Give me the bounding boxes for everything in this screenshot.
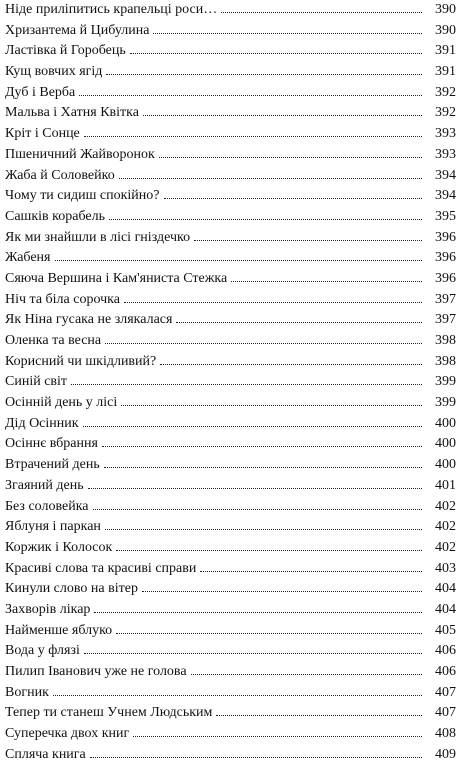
dot-leader xyxy=(159,157,422,158)
toc-entry xyxy=(5,724,456,745)
dot-leader xyxy=(105,343,422,344)
toc-entry xyxy=(5,310,456,331)
dot-leader xyxy=(221,12,422,13)
toc-entry-page-number: 409 xyxy=(435,746,456,762)
toc-entry-title: Коржик і Колосок xyxy=(5,539,113,555)
dot-leader xyxy=(142,591,422,592)
toc-entry-title: Кущ вовчих ягід xyxy=(5,64,103,80)
toc-entry xyxy=(5,579,456,600)
dot-leader xyxy=(94,612,422,613)
toc-entry-page-number: 402 xyxy=(435,539,456,555)
dot-leader xyxy=(130,53,422,54)
toc-entry-page-number: 407 xyxy=(435,705,456,721)
dot-leader xyxy=(55,260,423,261)
toc-entry-title: Жабеня xyxy=(5,250,51,266)
dot-leader xyxy=(116,633,422,634)
toc-entry-title: Кріт і Сонце xyxy=(5,126,80,142)
toc-entry-title: Захворів лікар xyxy=(5,601,91,617)
toc-entry-title: Ніч та біла сорочка xyxy=(5,291,120,307)
dot-leader xyxy=(143,115,422,116)
dot-leader xyxy=(53,695,422,696)
toc-entry-page-number: 392 xyxy=(435,84,456,100)
toc-entry xyxy=(5,103,456,124)
toc-entry-title: Втрачений день xyxy=(5,457,100,473)
toc-entry-page-number: 404 xyxy=(435,581,456,597)
toc-entry xyxy=(5,331,456,352)
toc-entry-page-number: 396 xyxy=(435,250,456,266)
toc-entry-title: Кинули слово на вітер xyxy=(5,581,138,597)
toc-entry-page-number: 394 xyxy=(435,188,456,204)
toc-entry-title: Мальва і Хатня Квітка xyxy=(5,105,139,121)
dot-leader xyxy=(105,529,422,530)
toc-entry xyxy=(5,124,456,145)
dot-leader xyxy=(102,446,422,447)
toc-entry xyxy=(5,414,456,435)
toc-entry xyxy=(5,248,456,269)
toc-entry-page-number: 401 xyxy=(435,477,456,493)
toc-entry-page-number: 403 xyxy=(435,560,456,576)
dot-leader xyxy=(116,550,422,551)
toc-entry xyxy=(5,393,456,414)
table-of-contents xyxy=(5,0,456,765)
toc-entry-title: Осіннє вбрання xyxy=(5,436,98,452)
toc-entry-title: Згаяний день xyxy=(5,477,84,493)
toc-entry xyxy=(5,21,456,42)
toc-entry-title: Синій світ xyxy=(5,374,68,390)
toc-entry xyxy=(5,0,456,21)
toc-entry-page-number: 395 xyxy=(435,208,456,224)
toc-entry xyxy=(5,703,456,724)
toc-entry-title: Вода у флязі xyxy=(5,643,80,659)
toc-entry-title: Пшеничний Жайворонок xyxy=(5,146,155,162)
dot-leader xyxy=(119,178,422,179)
toc-entry xyxy=(5,352,456,373)
toc-entry-title: Тепер ти станеш Учнем Людським xyxy=(5,705,213,721)
toc-entry xyxy=(5,290,456,311)
toc-entry-page-number: 407 xyxy=(435,684,456,700)
toc-entry-page-number: 399 xyxy=(435,395,456,411)
toc-entry-title: Оленка та весна xyxy=(5,333,102,348)
toc-entry-page-number: 406 xyxy=(435,664,456,679)
dot-leader xyxy=(164,198,423,199)
toc-entry xyxy=(5,83,456,104)
toc-entry-page-number: 400 xyxy=(435,436,456,452)
toc-entry-page-number: 390 xyxy=(435,22,456,38)
toc-entry xyxy=(5,166,456,187)
dot-leader xyxy=(104,467,422,468)
toc-entry xyxy=(5,538,456,559)
toc-entry xyxy=(5,434,456,455)
dot-leader xyxy=(231,281,422,282)
toc-entry-title: Ластівка й Горобець xyxy=(5,43,126,59)
toc-entry-title: Як ми знайшли в лісі гніздечко xyxy=(5,229,191,245)
toc-entry-page-number: 402 xyxy=(435,498,456,514)
dot-leader xyxy=(153,33,422,34)
toc-entry-page-number: 400 xyxy=(435,457,456,473)
toc-entry xyxy=(5,641,456,662)
toc-entry-page-number: 391 xyxy=(435,64,456,80)
toc-entry-title: Дуб і Верба xyxy=(5,84,76,100)
dot-leader xyxy=(84,653,422,654)
toc-entry-page-number: 397 xyxy=(435,291,456,307)
toc-entry-title: Сплячa книга xyxy=(5,746,86,762)
toc-entry-title: Яблуня і паркан xyxy=(5,519,101,535)
dot-leader xyxy=(124,302,422,303)
toc-entry-title: Чому ти сидиш спокійно? xyxy=(5,188,160,204)
toc-entry xyxy=(5,621,456,642)
toc-entry xyxy=(5,683,456,704)
toc-entry-page-number: 408 xyxy=(435,726,456,742)
toc-entry xyxy=(5,186,456,207)
dot-leader xyxy=(194,240,422,241)
toc-entry-page-number: 392 xyxy=(435,105,456,121)
dot-leader xyxy=(109,219,422,220)
toc-entry-page-number: 396 xyxy=(435,270,456,286)
toc-entry-page-number: 396 xyxy=(435,229,456,245)
dot-leader xyxy=(200,571,422,572)
toc-entry-page-number: 393 xyxy=(435,146,456,162)
toc-entry-title: Дід Осінник xyxy=(5,415,79,431)
toc-entry-page-number: 393 xyxy=(435,126,456,142)
toc-entry-title: Ніде приліпитись крапельці роси… xyxy=(5,2,218,17)
toc-entry xyxy=(5,269,456,290)
dot-leader xyxy=(160,364,422,365)
toc-entry-page-number: 394 xyxy=(435,167,456,183)
toc-entry-page-number: 399 xyxy=(435,374,456,390)
toc-entry-title: Як Ніна гусака не злякалася xyxy=(5,312,173,328)
toc-entry-title: Без соловейка xyxy=(5,498,89,514)
toc-entry xyxy=(5,228,456,249)
toc-entry-title: Сашків корабель xyxy=(5,208,105,224)
toc-entry-title: Найменше яблуко xyxy=(5,622,113,638)
dot-leader xyxy=(88,488,422,489)
dot-leader xyxy=(71,384,422,385)
toc-entry-title: Пилип Іванович уже не голова xyxy=(5,664,187,679)
dot-leader xyxy=(121,405,422,406)
toc-entry xyxy=(5,455,456,476)
toc-entry-title: Жаба й Соловейко xyxy=(5,167,115,183)
toc-entry-title: Осінній день у лісі xyxy=(5,395,118,411)
toc-entry-title: Сяюча Вершина і Кам'яниста Стежка xyxy=(5,270,228,286)
dot-leader xyxy=(106,74,422,75)
dot-leader xyxy=(216,715,422,716)
toc-entry xyxy=(5,662,456,683)
toc-entry-title: Вогник xyxy=(5,684,49,700)
toc-entry-page-number: 404 xyxy=(435,601,456,617)
toc-entry xyxy=(5,476,456,497)
dot-leader xyxy=(79,95,422,96)
dot-leader xyxy=(133,736,422,737)
toc-entry xyxy=(5,745,456,765)
toc-entry-page-number: 398 xyxy=(435,353,456,369)
dot-leader xyxy=(83,426,422,427)
toc-entry-title: Суперечка двох книг xyxy=(5,726,130,742)
toc-entry-title: Красиві слова та красиві справи xyxy=(5,560,197,576)
toc-entry xyxy=(5,517,456,538)
dot-leader xyxy=(191,674,422,675)
toc-entry-page-number: 406 xyxy=(435,643,456,659)
toc-entry-title: Хризантема й Цибулина xyxy=(5,22,150,38)
toc-entry-page-number: 398 xyxy=(435,333,456,348)
toc-entry xyxy=(5,559,456,580)
toc-entry xyxy=(5,372,456,393)
toc-entry-page-number: 400 xyxy=(435,415,456,431)
toc-entry-page-number: 391 xyxy=(435,43,456,59)
dot-leader xyxy=(90,757,422,758)
toc-entry xyxy=(5,497,456,518)
toc-entry-page-number: 397 xyxy=(435,312,456,328)
toc-entry xyxy=(5,207,456,228)
toc-entry xyxy=(5,600,456,621)
dot-leader xyxy=(93,509,422,510)
dot-leader xyxy=(84,136,422,137)
toc-entry-page-number: 405 xyxy=(435,622,456,638)
toc-entry-page-number: 390 xyxy=(435,2,456,17)
toc-entry xyxy=(5,41,456,62)
dot-leader xyxy=(176,322,422,323)
toc-entry-title: Корисний чи шкідливий? xyxy=(5,353,157,369)
toc-entry-page-number: 402 xyxy=(435,519,456,535)
toc-entry xyxy=(5,145,456,166)
toc-entry xyxy=(5,62,456,83)
